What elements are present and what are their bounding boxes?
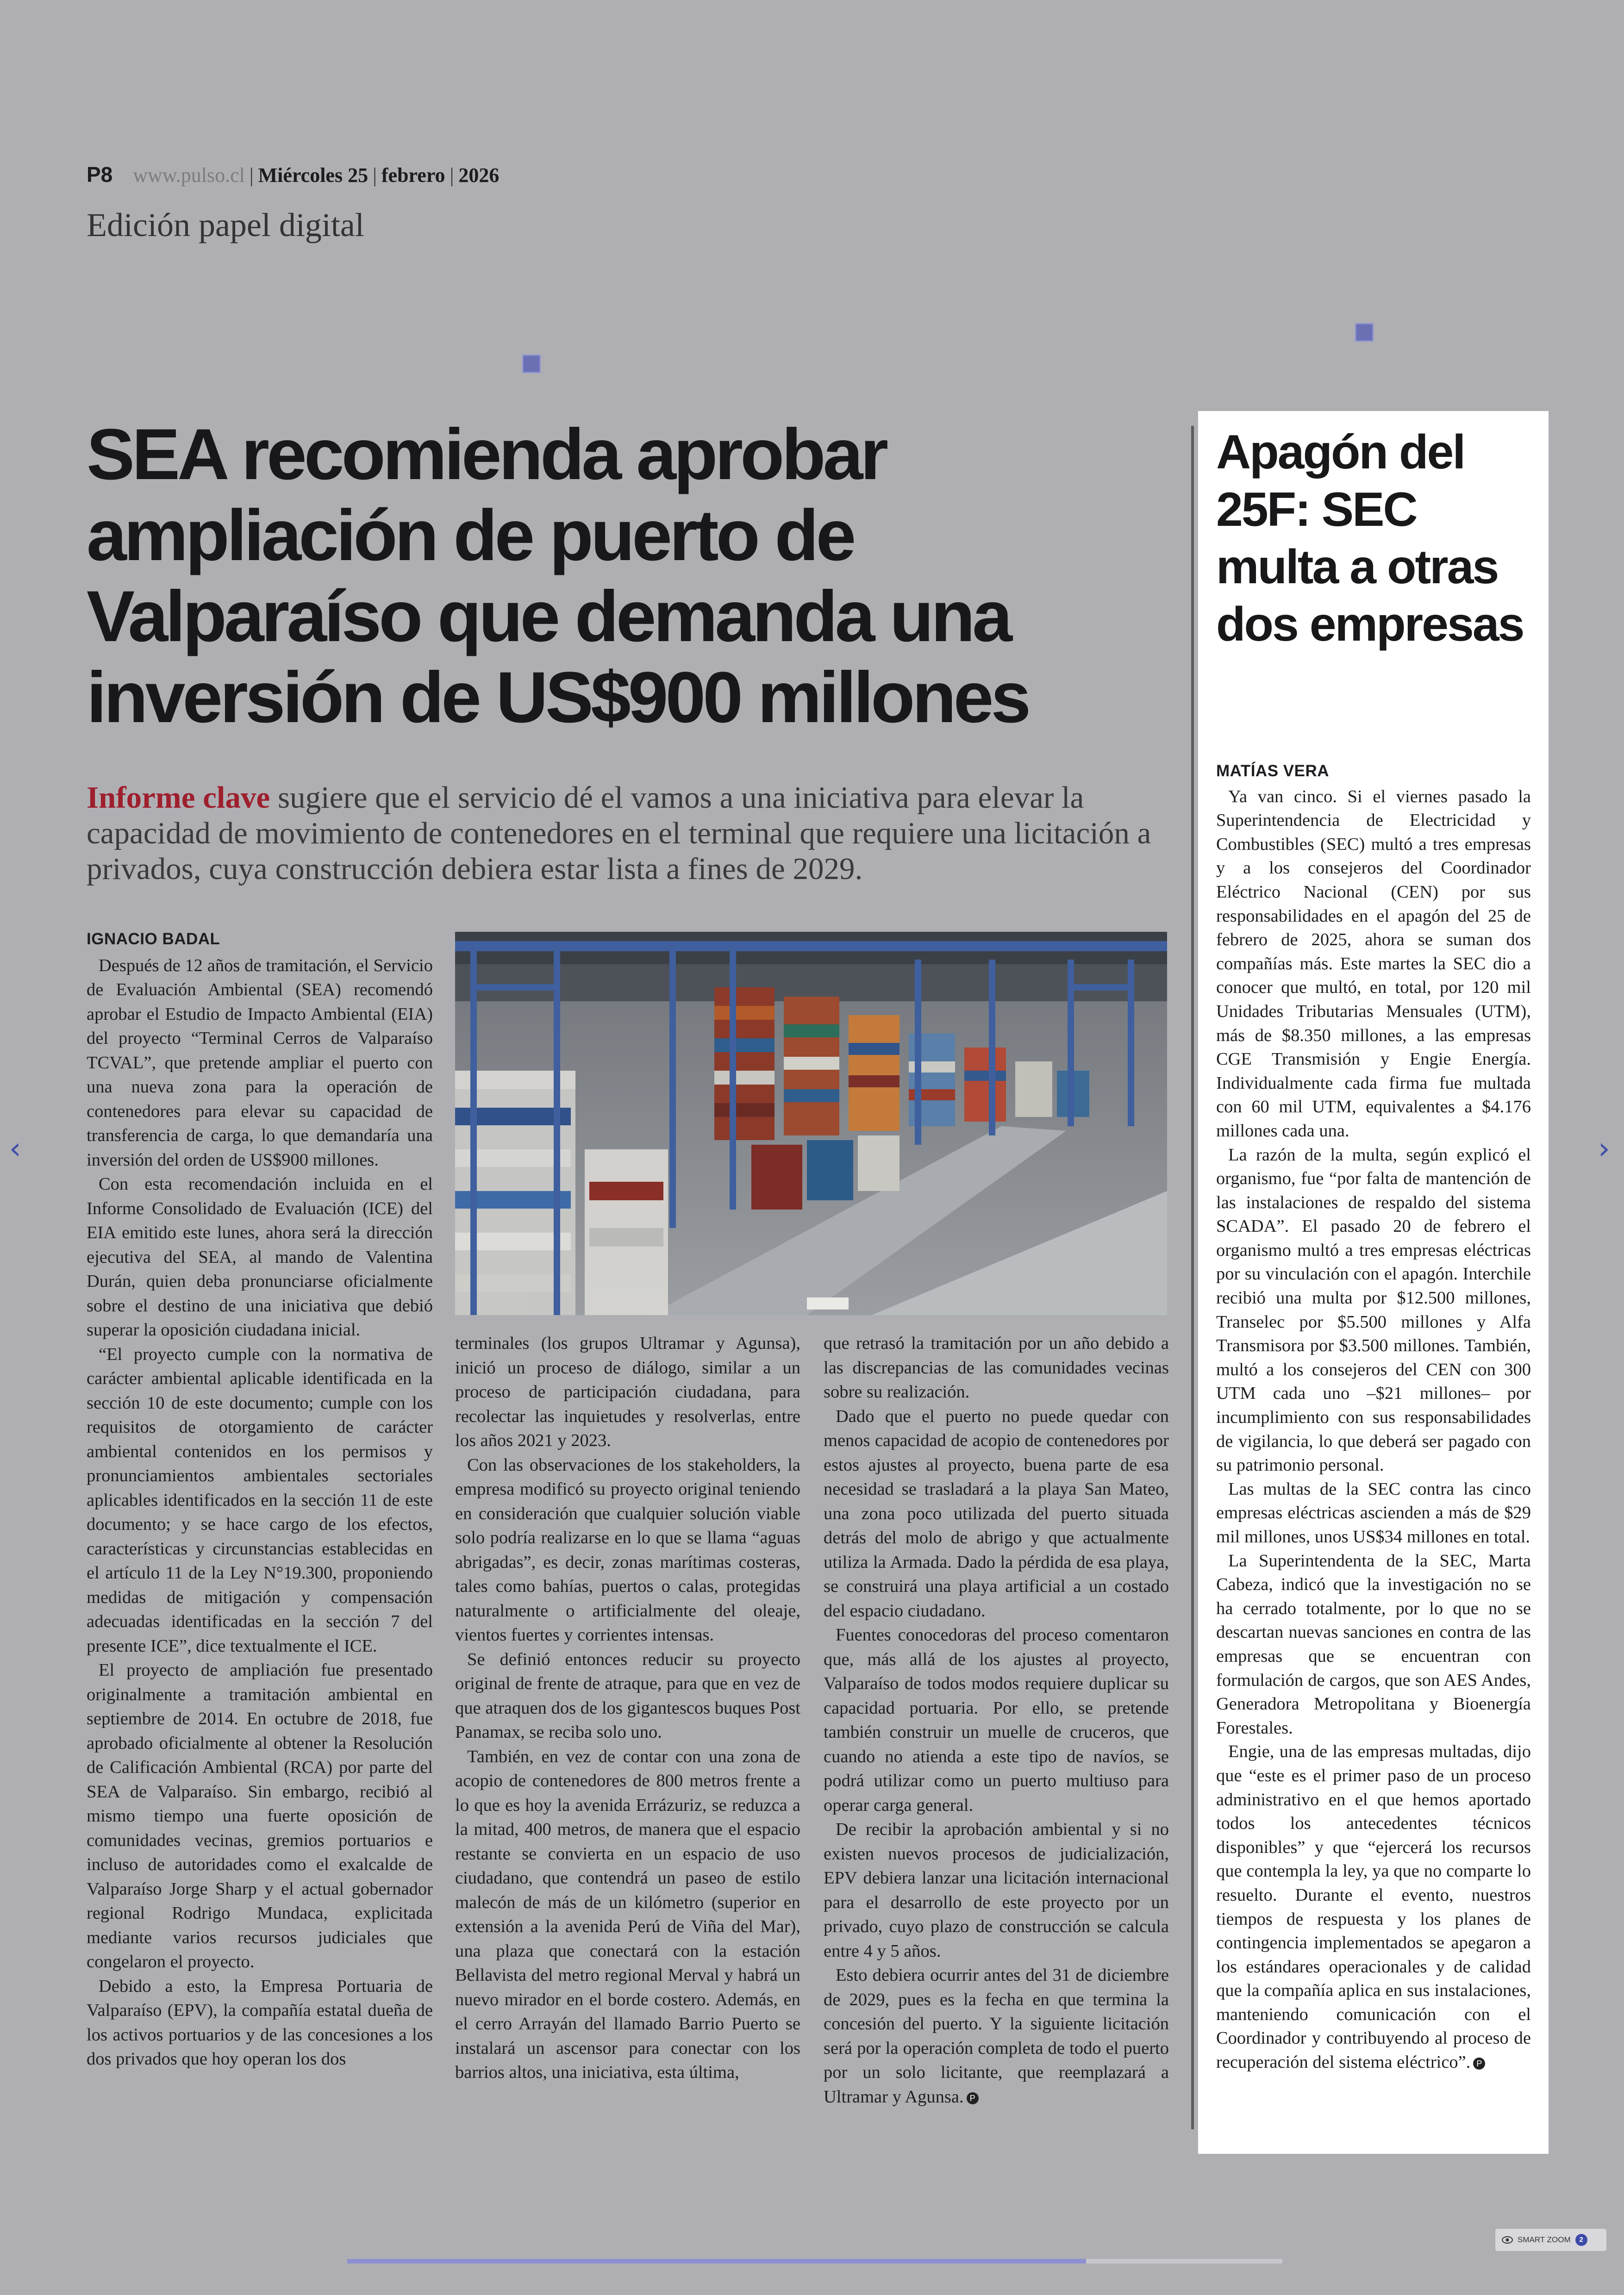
article-hotspot-marker[interactable] bbox=[522, 355, 541, 373]
paragraph: Con esta recomendación incluida en el Informe Consolidado de Evaluación (ICE) del EIA emitido este lunes, ahora será la dirección ejecutiva del SEA, al mando de Valentina Durán, quien deba pronunciarse oficialmente sobre el destino de una iniciativa que debió superar la oposición ciudadana inicial. bbox=[87, 1174, 433, 1340]
column-divider bbox=[1191, 426, 1194, 2129]
paragraph: De recibir la aprobación ambiental y si no existen nuevos procesos de judicialización, EPV debiera lanzar una licitación internacional para el desarrollo de este proyecto por un privado, cuyo plazo de construcción se calcula entre 4 y 5 años. bbox=[824, 1820, 1169, 1961]
date-year: 2026 bbox=[458, 164, 500, 187]
paragraph: “El proyecto cumple con la normativa de carácter ambiental aplicable identificada en la sección 10 de este documento; cumple con los requisitos de otorgamiento de carácter ambiental contenidos en los permisos y pronunciamientos ambientales sectoriales aplicables identificados en la sección 11 de este documento; y se hace cargo de los efectos, características y circunstancias establecidas en el artículo 11 de la Ley N°19.300, proponiendo medidas de mitigación y compensación adecuadas identificadas en la sección 7 del presente ICE”, dice textualmente el ICE. bbox=[87, 1344, 433, 1656]
article-deck bbox=[87, 780, 1161, 887]
paragraph: La Superintendenta de la SEC, Marta Cabeza, indicó que la investigación no se ha cerrado totalmente, por lo que no se descartan nuevas sanciones en contra de las empresas que se encuentran con formulación de cargos, que son AES Andes, Generadora Metropolitana y Bioenergía Forestales. bbox=[1216, 1551, 1531, 1738]
separator: | bbox=[450, 164, 454, 187]
sidebar-byline: MATÍAS VERA bbox=[1216, 762, 1330, 780]
end-of-article-icon: P bbox=[967, 2092, 979, 2104]
smart-zoom-label: SMART ZOOM bbox=[1518, 2235, 1571, 2244]
main-headline: SEA recomienda aprobar ampliación de puerto de Valparaíso que demanda una inversión de US$900 millones bbox=[87, 414, 1029, 738]
paragraph: La razón de la multa, según explicó el organismo, fue “por falta de mantención de las instalaciones de respaldo del sistema SCADA”. El pasado 20 de febrero el organismo multó a tres empresas eléctricas por su vinculación con el apagón. Interchile recibió una multa por $12.500 millones, Transelec por $5.500 millones y Alfa Transmisora por $3.500 millones. También, multó a los consejeros del CEN con 300 UTM cada uno –$21 millones– por incumplimiento con sus responsabilidades de vigilancia, lo que deberá ser pagado con su patrimonio personal. bbox=[1216, 1145, 1531, 1475]
deck-kicker: Informe clave bbox=[87, 780, 270, 815]
paragraph bbox=[1216, 1740, 1531, 2074]
paragraph-text: Esto debiera ocurrir antes del 31 de diciembre de 2029, pues es la fecha en que termina la concesión del puerto. Y la siguiente licitación será por la operación completa de todo el puerto por un solo licitante, que reemplazará a Ultramar y Agunsa. bbox=[824, 1965, 1169, 2107]
paragraph: Las multas de la SEC contra las cinco empresas eléctricas ascienden a más de $29 mil millones, unos US$34 millones en total. bbox=[1216, 1479, 1531, 1547]
page-header bbox=[87, 162, 499, 187]
page-progress-fill bbox=[347, 2259, 1086, 2264]
paragraph: Después de 12 años de tramitación, el Servicio de Evaluación Ambiental (SEA) recomendó aprobar el Estudio de Impacto Ambiental (EIA) del proyecto “Terminal Cerros de Valparaíso TCVAL”, que pretende ampliar el puerto con una nueva zona para la operación de contenedores para elevar su capacidad de transferencia de carga, lo que demandaría una inversión del orden de US$900 millones. bbox=[87, 955, 433, 1170]
paragraph: Con las observaciones de los stakeholders, la empresa modificó su proyecto original teniendo en consideración que cualquier solución viable solo podría realizarse en lo que se llama “aguas abrigadas”, es decir, zonas marítimas costeras, tales como bahías, puertos o calas, protegidas naturalmente o artificialmente del oleaje, vientos fuertes y corrientes intensas. bbox=[455, 1455, 800, 1645]
byline: IGNACIO BADAL bbox=[87, 930, 220, 948]
paragraph: terminales (los grupos Ultramar y Agunsa), inició un proceso de diálogo, similar a un proceso de participación ciudadana, para recolectar las inquietudes y resolverlas, entre los años 2021 y 2023. bbox=[455, 1334, 800, 1450]
article-column-3 bbox=[824, 1331, 1169, 2109]
paragraph: El proyecto de ampliación fue presentado originalmente a tramitación ambiental en septiembre de 2014. En octubre de 2018, fue aprobado oficialmente al obtener la Resolución de Calificación Ambiental (RCA) por parte del SEA de Valparaíso. Sin embargo, recibió al mismo tiempo una fuerte oposición de comunidades vecinas, gremios portuarios e incluso de autoridades como el exalcalde de Valparaíso Jorge Sharp y el actual gobernador regional Rodrigo Mundaca, explicitada mediante varios recursos judiciales que congelaron el proyecto. bbox=[87, 1660, 433, 1971]
paragraph bbox=[824, 1963, 1169, 2109]
paragraph: También, en vez de contar con una zona de acopio de contenedores de 800 metros frente a lo que es hoy la avenida Errázuriz, se reduzca a la mitad, 400 metros, de manera que el espacio restante se convierta en un espacio de uso ciudadano, que contendrá un paseo de estilo malecón de más de un kilómetro (superior en extensión a la avenida Perú de Viña del Mar), una plaza que conectará con la estación Bellavista del metro regional Merval y habrá un nuevo mirador en el borde costero. Además, en el cerro Arrayán del llamado Barrio Puerto se instalará un ascensor para conectar con los barrios altos, una iniciativa, esta última, bbox=[455, 1746, 800, 2082]
date-month: febrero bbox=[381, 164, 445, 187]
sidebar-headline: Apagón del 25F: SEC multa a otras dos empresas bbox=[1216, 425, 1524, 651]
paragraph: Fuentes conocedoras del proceso comentaron que, más allá de los ajustes al proyecto, Valparaíso de todos modos requiere duplicar su capacidad portuaria. Por ello, se pretende también construir un muelle de cruceros, que cuando no atienda a este tipo de navíos, se podrá utilizar como un puerto multiuso para operar carga general. bbox=[824, 1625, 1169, 1815]
paragraph: Ya van cinco. Si el viernes pasado la Superintendencia de Electricidad y Combustibles (SEC) multó a tres empresas y a los consejeros del Coordinador Eléctrico Nacional (CEN) por sus responsabilidades en el apagón del 25 de febrero de 2025, ahora se suman dos compañías más. Este martes la SEC dio a conocer que multó, en total, por 120 mil Unidades Tributarias Mensuales (UTM), más de $8.350 millones, a las empresas CGE Transmisión y Engie Energía. Individualmente cada firma fue multada con 60 mil UTM, equivalentes a $4.176 millones cada una. bbox=[1216, 786, 1531, 1141]
article-column-1 bbox=[87, 927, 433, 2071]
page-number: P8 bbox=[87, 162, 113, 187]
site-url[interactable]: www.pulso.cl bbox=[133, 164, 245, 187]
paragraph: que retrasó la tramitación por un año debido a las discrepancias de las comunidades vecinas sobre su realización. bbox=[824, 1334, 1169, 1402]
article-column-2 bbox=[455, 1331, 800, 2085]
paragraph-text: Engie, una de las empresas multadas, dijo que “este es el primer paso de un proceso administrativo en el que hemos aportado todos los antecedentes técnicos disponibles” y que “ejercerá los recursos que contempla la ley, ya que no comparte lo resuelto. Durante el evento, nuestros tiempos de respuesta y los planes de contingencia implementados se apegaron a los estándares operacionales y de calidad que la compañía aplica en sus instalaciones, manteniendo comunicación con el Coordinador y contribuyendo al proceso de recuperación del sistema eléctrico”. bbox=[1216, 1742, 1531, 2072]
separator: | bbox=[249, 164, 254, 187]
prev-page-icon[interactable]: ‹ bbox=[9, 1132, 21, 1166]
separator: | bbox=[373, 164, 377, 187]
smart-zoom-button[interactable] bbox=[1495, 2229, 1606, 2251]
paragraph: Debido a esto, la Empresa Portuaria de Valparaíso (EPV), la compañía estatal dueña de los activos portuarios y de las concesiones a los dos privados que hoy operan los dos bbox=[87, 1976, 433, 2069]
sidebar-column bbox=[1216, 759, 1531, 2075]
port-photo bbox=[455, 932, 1167, 1315]
smart-zoom-badge: 2 bbox=[1575, 2234, 1587, 2246]
deck-text: sugiere que el servicio dé el vamos a una iniciativa para elevar la capacidad de movimiento de contenedores en el terminal que requiere una licitación a privados, cuya construcción debiera estar lista a fines de 2029. bbox=[87, 780, 1151, 886]
edition-label: Edición papel digital bbox=[87, 206, 364, 243]
next-page-icon[interactable]: › bbox=[1598, 1132, 1610, 1166]
eye-icon bbox=[1502, 2236, 1513, 2244]
article-hotspot-marker[interactable] bbox=[1355, 323, 1374, 342]
paragraph: Dado que el puerto no puede quedar con menos capacidad de acopio de contenedores por estos ajustes al proyecto, buena parte de esa necesidad se trasladará a la playa San Mateo, una zona poco utilizada del puerto situada detrás del molo de abrigo y que actualmente utiliza la Armada. Dado la pérdida de esa playa, se construirá una playa artificial a un costado del espacio ciudadano. bbox=[824, 1406, 1169, 1621]
paragraph: Se definió entonces reducir su proyecto original de frente de atraque, para que en vez de que atraquen dos de los gigantescos buques Post Panamax, se reciba solo uno. bbox=[455, 1649, 800, 1742]
end-of-article-icon: P bbox=[1473, 2058, 1485, 2070]
date-day: Miércoles 25 bbox=[258, 164, 369, 187]
